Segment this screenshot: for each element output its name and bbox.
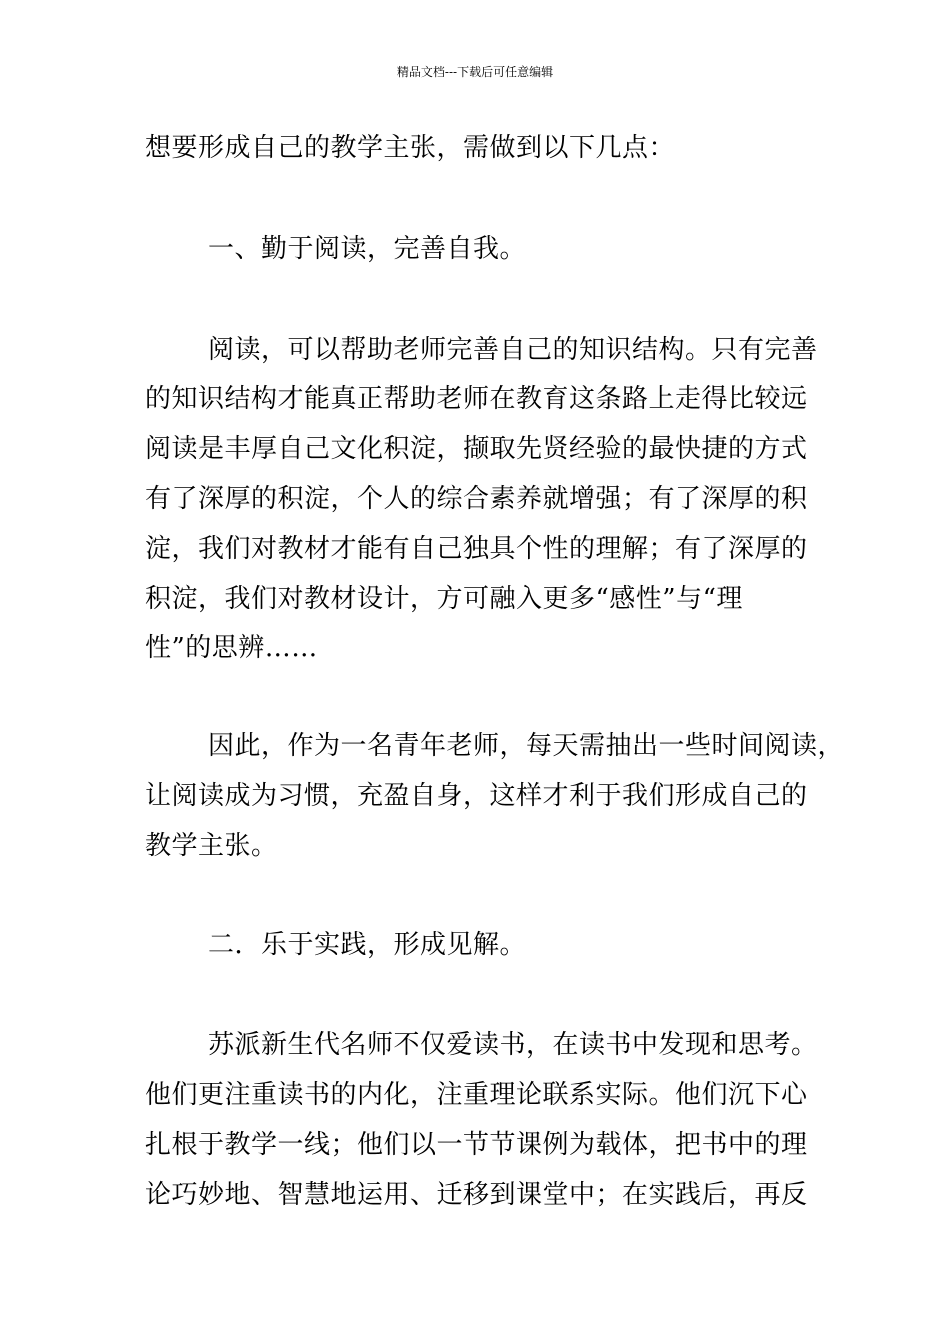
paragraph-3-line-4: 论巧妙地、智慧地运用、迁移到课堂中；在实践后，再反 xyxy=(145,1180,808,1210)
paragraph-1-line-7: 性”的思辨…… xyxy=(145,633,318,663)
paragraph-1-line-2: 的知识结构才能真正帮助老师在教育这条路上走得比较远 xyxy=(145,384,808,414)
paragraph-3-line-3: 扎根于教学一线；他们以一节节课例为载体，把书中的理 xyxy=(145,1130,808,1160)
header-watermark: 精品文档---下载后可任意编辑 xyxy=(396,65,554,79)
intro-line: 想要形成自己的教学主张，需做到以下几点： xyxy=(145,133,676,163)
paragraph-1-line-6: 积淀，我们对教材设计，方可融入更多“感性”与“理 xyxy=(145,584,743,614)
paragraph-1-line-1: 阅读，可以帮助老师完善自己的知识结构。只有完善 xyxy=(208,335,818,365)
section-heading-2: 二．乐于实践，形成见解。 xyxy=(208,930,527,960)
paragraph-1-line-4: 有了深厚的积淀，个人的综合素养就增强；有了深厚的积 xyxy=(145,484,808,514)
paragraph-2-line-1: 因此，作为一名青年老师，每天需抽出一些时间阅读， xyxy=(208,731,845,761)
section-heading-1: 一、勤于阅读，完善自我。 xyxy=(208,234,527,264)
paragraph-3-line-2: 他们更注重读书的内化，注重理论联系实际。他们沉下心 xyxy=(145,1080,808,1110)
paragraph-1-line-5: 淀，我们对教材才能有自己独具个性的理解；有了深厚的 xyxy=(145,534,808,564)
paragraph-2-line-3: 教学主张。 xyxy=(145,831,278,861)
paragraph-3-line-1: 苏派新生代名师不仅爱读书，在读书中发现和思考。 xyxy=(208,1030,818,1060)
paragraph-1-line-3: 阅读是丰厚自己文化积淀，撷取先贤经验的最快捷的方式 xyxy=(145,434,808,464)
paragraph-2-line-2: 让阅读成为习惯，充盈自身，这样才利于我们形成自己的 xyxy=(145,781,808,811)
